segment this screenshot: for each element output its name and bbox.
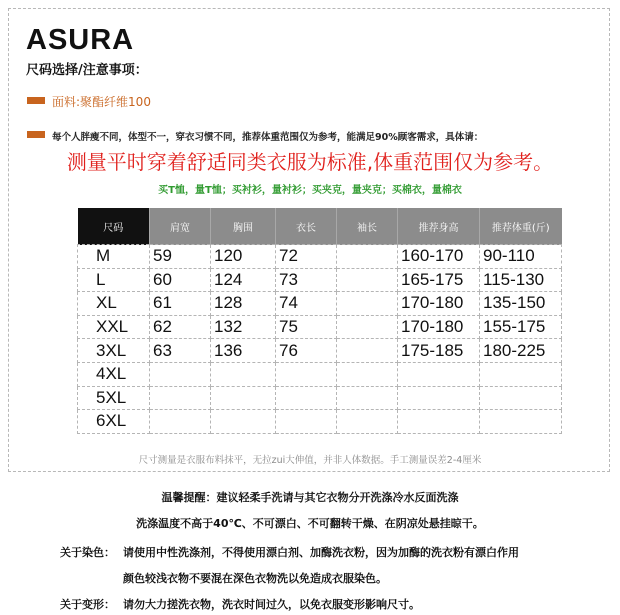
cell-height: [398, 386, 480, 410]
header-height: 推荐身高: [398, 208, 480, 245]
bullet-bar-icon: [27, 97, 45, 104]
table-row: [78, 410, 562, 434]
measure-tip: 买T恤，量T恤；买衬衫，量衬衫；买夹克，量夹克；买棉衣，量棉衣: [158, 185, 462, 196]
cell-size: XXL: [78, 315, 150, 339]
size-table: [77, 208, 562, 434]
cell-sleeve: [337, 245, 398, 269]
cell-length: [276, 410, 337, 434]
dye-label: 关于染色：: [60, 546, 115, 559]
deform-label: 关于变形：: [60, 598, 115, 611]
table-header-row: [78, 208, 562, 245]
cell-chest: 136: [211, 339, 276, 363]
cell-chest: 124: [211, 268, 276, 292]
bullet-bar-icon: [27, 131, 45, 138]
care-temperature: 洗涤温度不高于40℃、不可漂白、不可翻转干燥、在阴凉处悬挂晾干。: [136, 517, 484, 530]
cell-shoulder: 62: [150, 315, 211, 339]
cell-height: 170-180: [398, 292, 480, 316]
cell-height: [398, 410, 480, 434]
cell-length: 74: [276, 292, 337, 316]
cell-shoulder: 61: [150, 292, 211, 316]
cell-height: 160-170: [398, 245, 480, 269]
cell-size: 3XL: [78, 339, 150, 363]
cell-size: XL: [78, 292, 150, 316]
cell-height: 175-185: [398, 339, 480, 363]
cell-chest: [211, 410, 276, 434]
cell-weight: 155-175: [480, 315, 562, 339]
header-weight: 推荐体重(斤): [480, 208, 562, 245]
cell-shoulder: 63: [150, 339, 211, 363]
dye-text-1: 请使用中性洗涤剂，不得使用漂白剂、加酶洗衣粉，因为加酶的洗衣粉有漂白作用: [123, 546, 519, 559]
header-chest: 胸围: [211, 208, 276, 245]
cell-weight: [480, 386, 562, 410]
table-row: [78, 315, 562, 339]
cell-shoulder: [150, 410, 211, 434]
cell-weight: [480, 410, 562, 434]
material-label: 面料:聚酯纤维100: [52, 95, 151, 109]
cell-size: M: [78, 245, 150, 269]
cell-sleeve: [337, 292, 398, 316]
header-length: 衣长: [276, 208, 337, 245]
cell-length: [276, 362, 337, 386]
table-row: [78, 245, 562, 269]
fit-note: 每个人胖瘦不同，体型不一，穿衣习惯不同，推荐体重范围仅为参考，能满足90%顾客需求，具体请：: [52, 132, 484, 143]
deform-text: 请勿大力搓洗衣物，洗衣时间过久，以免衣服变形影响尺寸。: [123, 598, 420, 611]
page-subtitle: 尺码选择/注意事项：: [26, 63, 148, 78]
measurement-warning: 测量平时穿着舒适同类衣服为标准,体重范围仅为参考。: [66, 150, 554, 174]
cell-chest: [211, 386, 276, 410]
table-row: [78, 386, 562, 410]
cell-length: [276, 386, 337, 410]
cell-length: 75: [276, 315, 337, 339]
table-row: [78, 268, 562, 292]
cell-chest: [211, 362, 276, 386]
cell-sleeve: [337, 410, 398, 434]
cell-size: 6XL: [78, 410, 150, 434]
cell-weight: 115-130: [480, 268, 562, 292]
cell-weight: 180-225: [480, 339, 562, 363]
cell-chest: 128: [211, 292, 276, 316]
header-size: 尺码: [78, 208, 150, 245]
cell-length: 76: [276, 339, 337, 363]
table-row: [78, 292, 562, 316]
cell-shoulder: [150, 362, 211, 386]
cell-shoulder: 59: [150, 245, 211, 269]
brand-logo-text: ASURA: [26, 24, 135, 56]
cell-height: [398, 362, 480, 386]
cell-chest: 120: [211, 245, 276, 269]
cell-weight: [480, 362, 562, 386]
table-row: [78, 339, 562, 363]
cell-size: 4XL: [78, 362, 150, 386]
cell-size: L: [78, 268, 150, 292]
cell-shoulder: [150, 386, 211, 410]
cell-sleeve: [337, 362, 398, 386]
header-sleeve: 袖长: [337, 208, 398, 245]
cell-weight: 135-150: [480, 292, 562, 316]
cell-weight: 90-110: [480, 245, 562, 269]
measurement-footnote: 尺寸测量是衣服布料抹平，无拉zui大伸值，并非人体数据。手工测量误差2-4厘米: [138, 455, 482, 466]
cell-shoulder: 60: [150, 268, 211, 292]
cell-sleeve: [337, 315, 398, 339]
table-row: [78, 362, 562, 386]
cell-length: 73: [276, 268, 337, 292]
care-reminder: 温馨提醒：建议轻柔手洗请与其它衣物分开洗涤冷水反面洗涤: [161, 491, 459, 504]
cell-length: 72: [276, 245, 337, 269]
header-shoulder: 肩宽: [150, 208, 211, 245]
cell-sleeve: [337, 268, 398, 292]
cell-size: 5XL: [78, 386, 150, 410]
cell-height: 170-180: [398, 315, 480, 339]
cell-height: 165-175: [398, 268, 480, 292]
cell-sleeve: [337, 339, 398, 363]
cell-chest: 132: [211, 315, 276, 339]
dye-text-2: 颜色较浅衣物不要混在深色衣物洗以免造成衣服染色。: [123, 572, 387, 585]
cell-sleeve: [337, 386, 398, 410]
